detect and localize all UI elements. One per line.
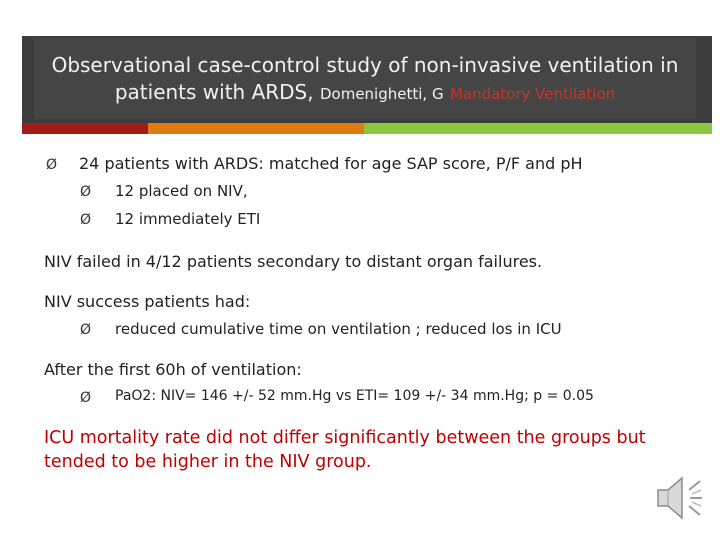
accent-bar <box>22 123 712 134</box>
sub-item-eti: 12 immediately ETI <box>115 210 261 228</box>
title-red-tag: Mandatory Ventilation <box>449 85 616 103</box>
conclusion-line-1: ICU mortality rate did not differ significantly between the groups but <box>44 428 646 448</box>
title-author: Domenighetti, G <box>319 85 444 103</box>
sub-item-reduced: reduced cumulative time on ventilation ; reduced los in ICU <box>115 320 562 338</box>
accent-segment-red <box>22 123 148 134</box>
para-after-60h: After the first 60h of ventilation: <box>44 360 302 379</box>
para-niv-failed: NIV failed in 4/12 patients secondary to distant organ failures. <box>44 252 543 271</box>
sub-item-niv: 12 placed on NIV, <box>115 182 248 200</box>
sub-bullet-arrow-icon: Ø <box>80 390 92 406</box>
title-main: Observational case-control study of non-invasive ventilation in patients with ARDS, <box>51 53 679 104</box>
sub-bullet-arrow-icon: Ø <box>80 322 92 338</box>
accent-segment-green <box>364 123 712 134</box>
bullet-item-patients: 24 patients with ARDS: matched for age SAP score, P/F and pH <box>79 154 583 173</box>
speaker-icon[interactable] <box>652 470 706 526</box>
conclusion-line-2: tended to be higher in the NIV group. <box>44 452 372 472</box>
slide-title <box>34 52 696 108</box>
sub-bullet-arrow-icon: Ø <box>80 212 92 228</box>
sub-bullet-arrow-icon: Ø <box>80 184 92 200</box>
para-niv-success: NIV success patients had: <box>44 292 251 311</box>
accent-segment-orange <box>148 123 364 134</box>
sub-item-pao2: PaO2: NIV= 146 +/- 52 mm.Hg vs ETI= 109 +/- 34 mm.Hg; p = 0.05 <box>115 388 594 404</box>
bullet-arrow-icon: Ø <box>46 157 58 173</box>
